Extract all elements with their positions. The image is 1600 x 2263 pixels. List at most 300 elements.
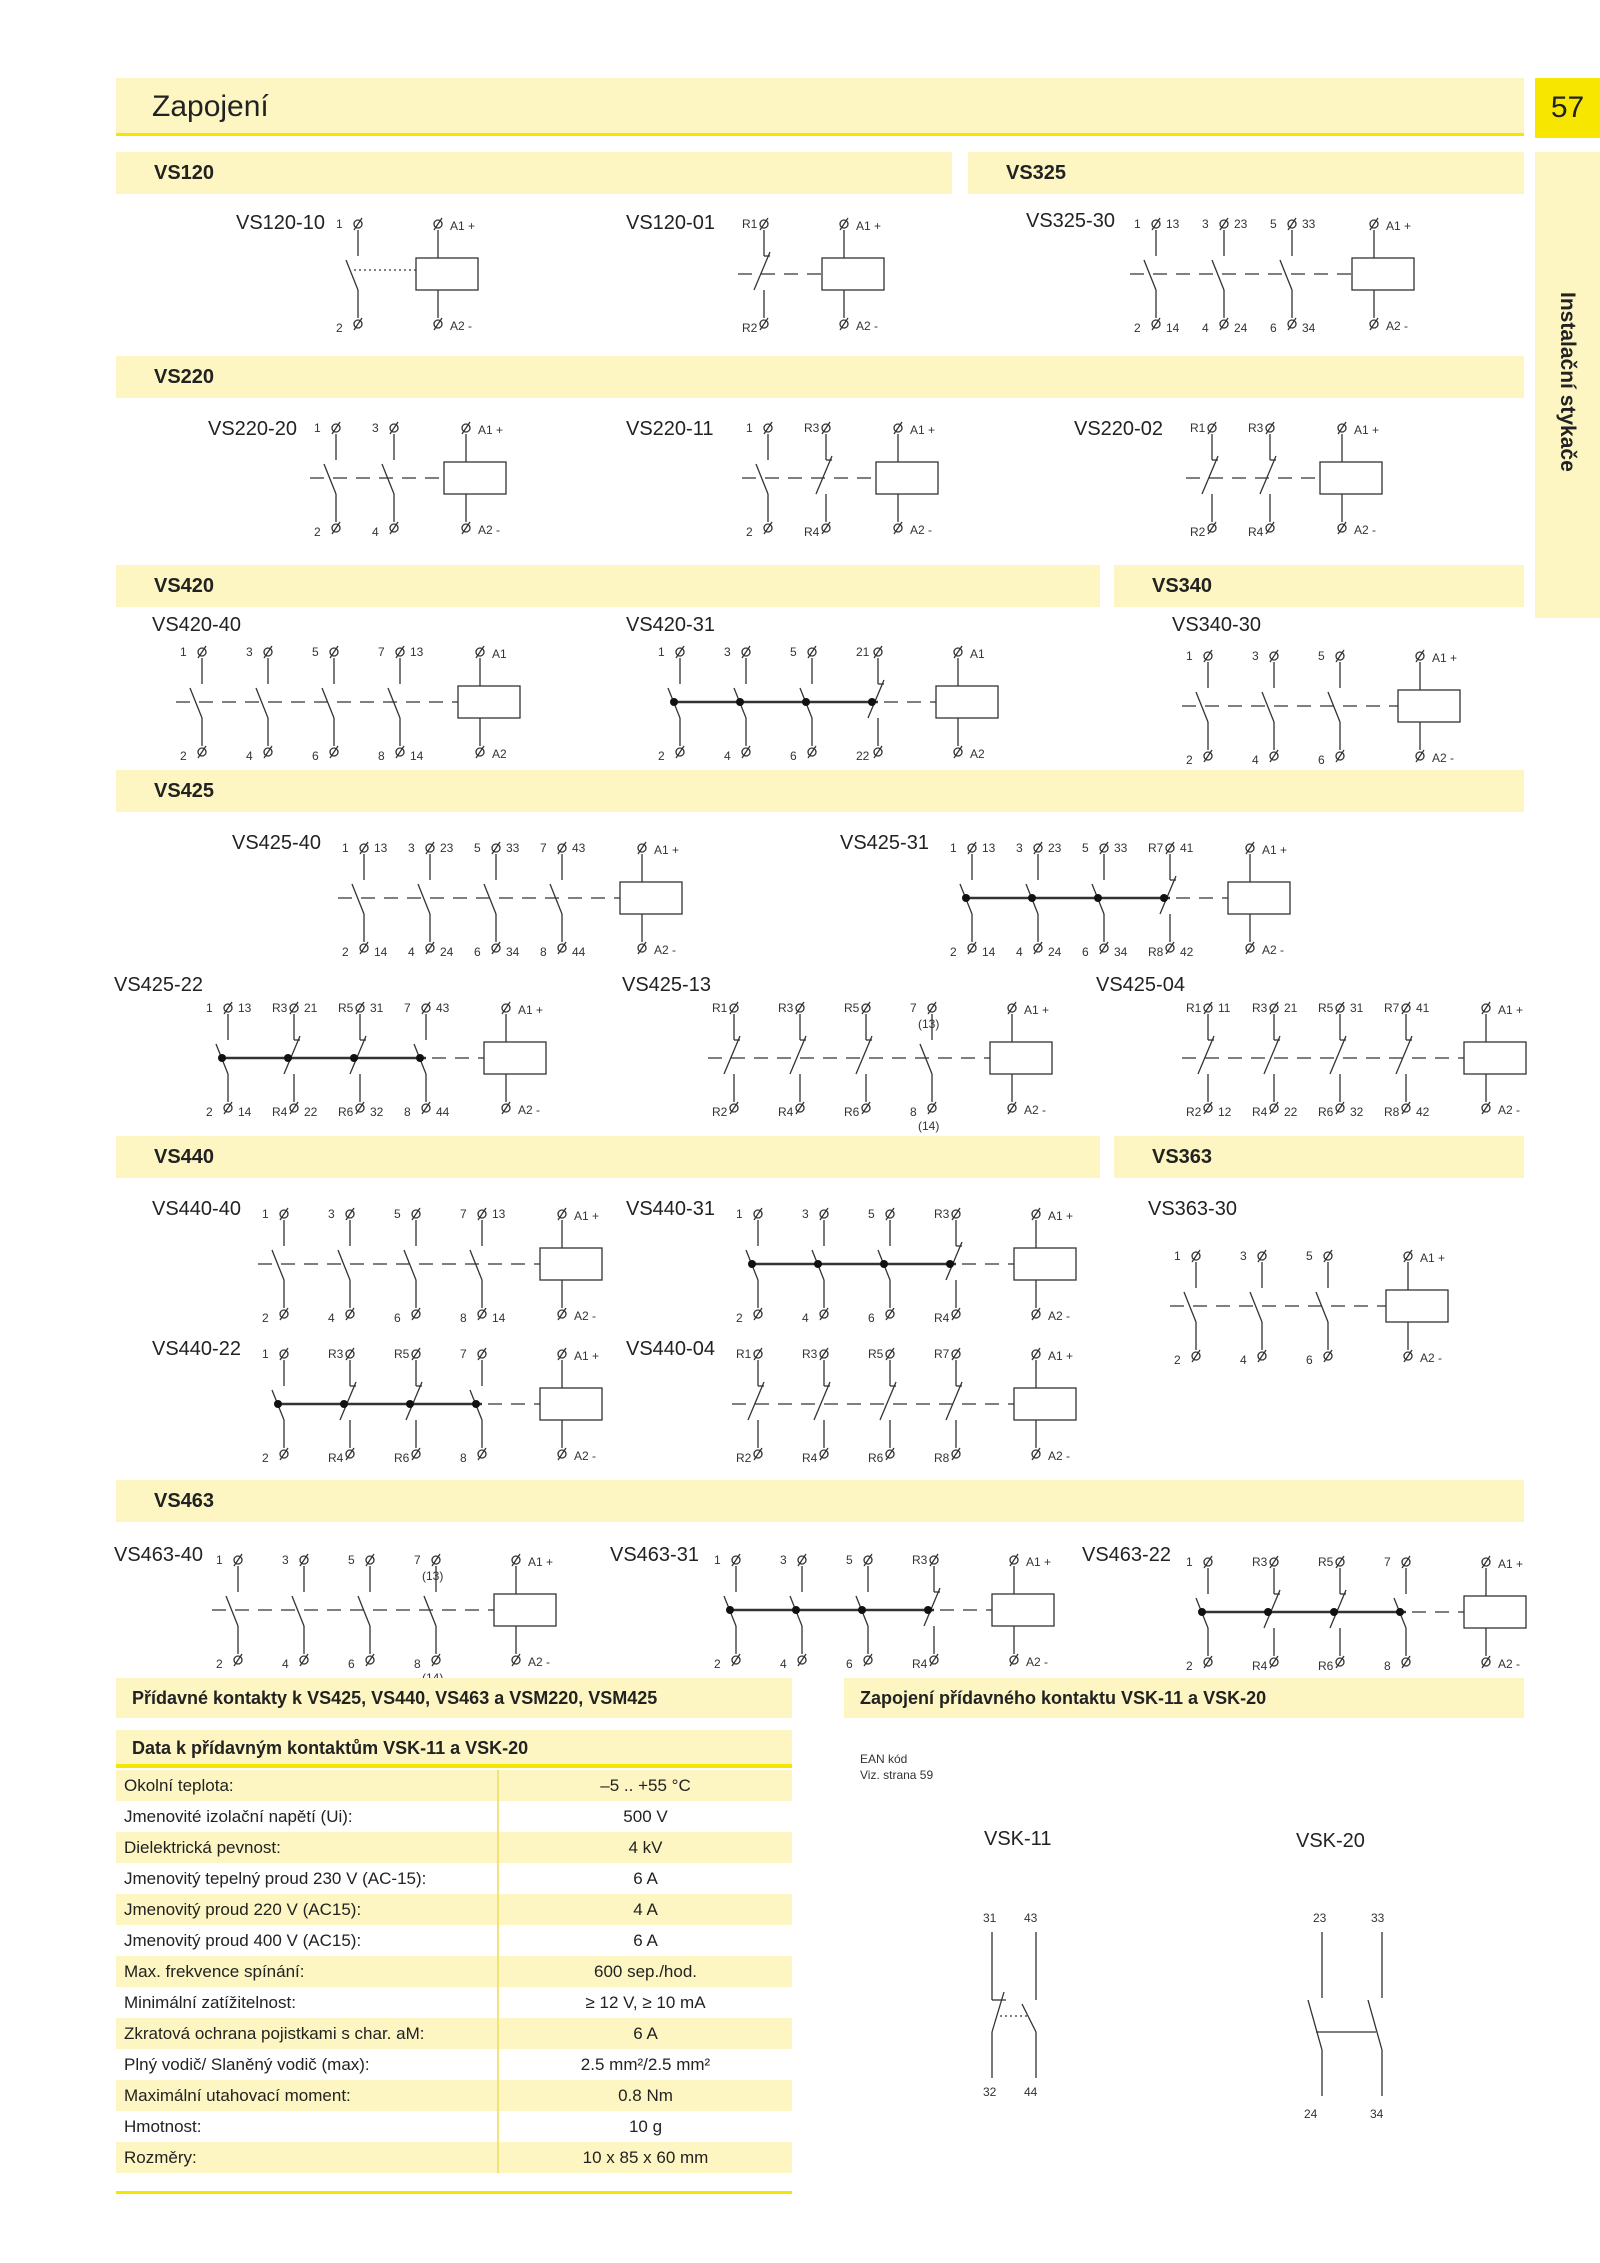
section-vs220	[116, 356, 1524, 398]
contact-label-top: R3	[1248, 421, 1264, 435]
contact-label-bottom: R4	[912, 1657, 928, 1671]
contact-label-top: R5	[338, 1001, 354, 1015]
wiring-diagram-vs220-20	[308, 412, 538, 542]
contact-label-bottom: 2	[206, 1105, 213, 1119]
actuator-node	[736, 698, 744, 706]
contact-label-bottom: R4	[272, 1105, 288, 1119]
table-value: 10 x 85 x 60 mm	[498, 2142, 792, 2173]
contact-label-bottom: 2	[262, 1451, 269, 1465]
wiring-diagram-vs340-30	[1180, 640, 1520, 770]
actuator-node	[274, 1400, 282, 1408]
contact-label-top: 33	[1114, 841, 1128, 855]
nc-contact-blade	[1396, 1036, 1412, 1074]
contact-label-top: 3	[1016, 841, 1023, 855]
coil-label-a2: A2 -	[1498, 1657, 1521, 1671]
contact-label-top: 1	[1174, 1249, 1181, 1263]
contact-label-bottom: 34	[506, 945, 520, 959]
coil-label-a2: A2 -	[1262, 943, 1285, 957]
wiring-diagram-vs425-40	[336, 832, 696, 962]
nc-contact-blade	[1330, 1036, 1346, 1074]
wiring-diagram-vs463-31	[708, 1544, 1068, 1674]
coil-label-a2: A2 -	[1026, 1655, 1049, 1669]
contact-label-bottom: 2	[1134, 321, 1141, 335]
contact-label-top: 3	[372, 421, 379, 435]
coil-label-a1: A1 +	[1048, 1349, 1074, 1363]
nc-contact-blade	[816, 456, 832, 494]
contact-label-top: 23	[1048, 841, 1062, 855]
variant-name: VS220-20	[208, 418, 297, 440]
coil-label-a1: A1	[970, 647, 985, 661]
table-label: Jmenovitý proud 220 V (AC15):	[116, 1894, 498, 1925]
variant-name: VS440-31	[626, 1198, 715, 1220]
contact-label-bottom: 14	[492, 1311, 506, 1325]
table-value: 4 A	[498, 1894, 792, 1925]
contact-label-top: R1	[742, 217, 758, 231]
contact-label-top: R5	[394, 1347, 410, 1361]
no-contact-blade	[1250, 1292, 1262, 1322]
vsk20-top-1: 23	[1313, 1911, 1327, 1925]
table-value: ≥ 12 V, ≥ 10 mA	[498, 1987, 792, 2018]
table-value: –5 .. +55 °C	[498, 1770, 792, 1801]
wiring-diagram-vs120-10	[330, 208, 500, 338]
contact-label-top: 3	[780, 1553, 787, 1567]
contact-label-top: 13	[982, 841, 996, 855]
contact-label-top: 1	[746, 421, 753, 435]
no-contact-blade	[1280, 260, 1292, 290]
actuator-node	[868, 698, 876, 706]
table-row	[116, 1956, 792, 1987]
contact-label-bottom: 6	[474, 945, 481, 959]
no-contact-blade	[756, 464, 768, 494]
contact-label-top: 41	[1180, 841, 1194, 855]
coil-label-a2: A2 -	[1386, 319, 1409, 333]
actuator-node	[340, 1400, 348, 1408]
section-label: VS325	[1006, 162, 1067, 184]
section-vs420	[116, 565, 1100, 607]
contact-label-bottom: 42	[1416, 1105, 1430, 1119]
contact-label-bottom: 6	[312, 749, 319, 763]
vsk20-bot-2: 34	[1370, 2107, 1384, 2121]
contact-label-top: R5	[868, 1347, 884, 1361]
no-contact-blade	[470, 1250, 482, 1280]
contact-label-top: 3	[802, 1207, 809, 1221]
contact-label-bottom: R4	[1252, 1659, 1268, 1673]
aux-title-left-label: Přídavné kontakty k VS425, VS440, VS463 a VSM220, VSM425	[132, 1688, 658, 1708]
no-contact-blade	[388, 688, 400, 718]
actuator-node	[1198, 1608, 1206, 1616]
aux-title-right-label: Zapojení přídavného kontaktu VSK-11 a VSK-20	[860, 1688, 1267, 1708]
contact-label-top: 5	[1082, 841, 1089, 855]
no-contact-blade	[920, 1044, 932, 1074]
side-tab-label: Instalační stykače	[1556, 292, 1579, 472]
coil-icon	[494, 1594, 556, 1626]
contact-label-top: 13	[1166, 217, 1180, 231]
contact-label-top: 33	[506, 841, 520, 855]
table-label: Plný vodič/ Slaněný vodič (max):	[124, 2054, 370, 2074]
contact-label-bottom: 22	[304, 1105, 318, 1119]
contact-label-bottom: R4	[802, 1451, 818, 1465]
no-contact-blade	[358, 1596, 370, 1626]
table-row	[116, 2111, 792, 2142]
contact-label-top-alt: (13)	[918, 1017, 940, 1031]
no-contact-blade	[550, 884, 562, 914]
wiring-diagram-vs420-31	[652, 636, 1012, 766]
contact-label-bottom: R8	[934, 1451, 950, 1465]
contact-label-top: 1	[262, 1347, 269, 1361]
contact-label-bottom: R6	[394, 1451, 410, 1465]
contact-label-bottom: R4	[328, 1451, 344, 1465]
coil-label-a2: A2 -	[1024, 1103, 1047, 1117]
vsk11-diagram	[960, 1900, 1100, 2120]
contact-label-top: 21	[1284, 1001, 1298, 1015]
contact-label-bottom: 6	[1318, 753, 1325, 767]
coil-label-a2: A2 -	[518, 1103, 541, 1117]
actuator-node	[726, 1606, 734, 1614]
no-contact-blade	[190, 688, 202, 718]
actuator-node	[858, 1606, 866, 1614]
contact-label-top: R7	[1384, 1001, 1400, 1015]
table-bottom-rule	[116, 2191, 792, 2194]
table-value: 6 A	[498, 1863, 792, 1894]
coil-label-a2: A2 -	[1432, 751, 1455, 765]
variant-name: VS420-31	[626, 614, 715, 636]
variant-name: VS120-01	[626, 212, 715, 234]
contact-label-bottom: 2	[950, 945, 957, 959]
section-vs363	[1114, 1136, 1524, 1178]
actuator-node	[284, 1054, 292, 1062]
contact-label-top: 21	[304, 1001, 318, 1015]
actuator-node	[472, 1400, 480, 1408]
no-contact-blade	[272, 1250, 284, 1280]
contact-label-top: 5	[790, 645, 797, 659]
contact-label-top: 3	[282, 1553, 289, 1567]
coil-icon	[876, 462, 938, 494]
coil-label-a2: A2	[492, 747, 507, 761]
nc-contact-blade	[1260, 456, 1276, 494]
actuator-node	[350, 1054, 358, 1062]
section-vs463	[116, 1480, 1524, 1522]
contact-label-bottom: R6	[1318, 1105, 1334, 1119]
contact-label-bottom: 14	[1166, 321, 1180, 335]
coil-label-a1: A1 +	[450, 219, 476, 233]
coil-icon	[484, 1042, 546, 1074]
wiring-diagram-vs220-02	[1184, 412, 1414, 542]
table-label: Hmotnost:	[124, 2116, 202, 2136]
table-label: Minimální zatížitelnost:	[124, 1992, 296, 2012]
contact-label-bottom: 2	[180, 749, 187, 763]
contact-label-bottom: 2	[262, 1311, 269, 1325]
table-label: Max. frekvence spínání:	[116, 1956, 498, 1987]
variant-name: VS425-31	[840, 832, 929, 854]
table-label: Okolní teplota:	[116, 1770, 498, 1801]
contact-label-top: 5	[1306, 1249, 1313, 1263]
page-title: Zapojení	[152, 90, 269, 123]
contact-label-top: 5	[846, 1553, 853, 1567]
contact-label-top: 5	[1318, 649, 1325, 663]
wiring-diagram-vs440-22	[256, 1338, 616, 1468]
contact-label-top: 13	[410, 645, 424, 659]
contact-label-bottom: 4	[408, 945, 415, 959]
actuator-node	[962, 894, 970, 902]
no-contact-blade	[256, 688, 268, 718]
contact-label-top: 1	[216, 1553, 223, 1567]
contact-label-bottom: 2	[336, 321, 343, 335]
wiring-diagram-vs440-04	[730, 1338, 1090, 1468]
contact-label-bottom: R4	[1252, 1105, 1268, 1119]
coil-label-a1: A1 +	[910, 423, 936, 437]
contact-label-top: 43	[572, 841, 586, 855]
contact-label-bottom: 22	[1284, 1105, 1298, 1119]
data-table	[116, 1770, 792, 2173]
variant-name: VS425-40	[232, 832, 321, 854]
contact-label-bottom: 2	[1174, 1353, 1181, 1367]
coil-label-a1: A1 +	[1026, 1555, 1052, 1569]
contact-label-bottom: 14	[410, 749, 424, 763]
contact-label-bottom: 2	[314, 525, 321, 539]
table-label: Dielektrická pevnost:	[116, 1832, 498, 1863]
contact-label-bottom: 14	[238, 1105, 252, 1119]
contact-label-top: 13	[374, 841, 388, 855]
page-title-bar	[116, 78, 1524, 136]
table-value: 600 sep./hod.	[498, 1956, 792, 1987]
contact-label-bottom: 2	[746, 525, 753, 539]
contact-label-bottom: 32	[370, 1105, 384, 1119]
contact-label-top: 7	[414, 1553, 421, 1567]
no-contact-blade	[484, 884, 496, 914]
contact-label-top: 1	[714, 1553, 721, 1567]
no-contact-blade	[1316, 1292, 1328, 1322]
contact-label-bottom: 8	[910, 1105, 917, 1119]
section-label: VS420	[154, 575, 215, 597]
variant-name: VS440-40	[152, 1198, 241, 1220]
table-label: Zkratová ochrana pojistkami s char. aM:	[116, 2018, 498, 2049]
contact-label-top: R7	[934, 1347, 950, 1361]
side-tab	[1535, 152, 1600, 618]
coil-label-a1: A1 +	[1420, 1251, 1446, 1265]
contact-label-bottom: 4	[724, 749, 731, 763]
contact-label-bottom: 6	[1306, 1353, 1313, 1367]
wiring-diagram-vs325-30	[1128, 208, 1458, 338]
contact-label-bottom: 4	[1202, 321, 1209, 335]
coil-label-a1: A1 +	[1386, 219, 1412, 233]
coil-icon	[1352, 258, 1414, 290]
contact-label-top: 1	[206, 1001, 213, 1015]
contact-label-top: 1	[336, 217, 343, 231]
vsk11-top-2: 43	[1024, 1911, 1038, 1925]
contact-label-top: R3	[1252, 1555, 1268, 1569]
page-number: 57	[1535, 78, 1600, 138]
section-label: VS440	[154, 1146, 215, 1168]
coil-label-a1: A1 +	[478, 423, 504, 437]
ean-reference: Viz. strana 59	[860, 1768, 934, 1782]
contact-label-bottom: 4	[372, 525, 379, 539]
section-label: VS463	[154, 1490, 215, 1512]
variant-name: VS340-30	[1172, 614, 1261, 636]
contact-label-top: 5	[312, 645, 319, 659]
coil-icon	[1320, 462, 1382, 494]
no-contact-blade	[338, 1250, 350, 1280]
no-contact-blade	[324, 464, 336, 494]
table-row	[116, 1894, 792, 1925]
coil-icon	[822, 258, 884, 290]
contact-label-bottom: 2	[1186, 1659, 1193, 1673]
coil-label-a2: A2 -	[1498, 1103, 1521, 1117]
no-contact-blade	[352, 884, 364, 914]
nc-contact-blade	[1264, 1036, 1280, 1074]
no-contact-blade	[1262, 692, 1274, 722]
actuator-node	[924, 1606, 932, 1614]
section-label: VS220	[154, 366, 215, 388]
contact-label-bottom: 14	[374, 945, 388, 959]
coil-label-a1: A1 +	[1498, 1557, 1524, 1571]
contact-label-top: 5	[1270, 217, 1277, 231]
table-label: Maximální utahovací moment:	[116, 2080, 498, 2111]
wiring-diagram-vs363-30	[1168, 1240, 1508, 1370]
variant-name: VS220-02	[1074, 418, 1163, 440]
aux-title-left	[116, 1678, 792, 1718]
contact-label-top: 1	[342, 841, 349, 855]
contact-label-bottom: 42	[1180, 945, 1194, 959]
contact-label-bottom: R4	[934, 1311, 950, 1325]
contact-label-top: 7	[540, 841, 547, 855]
variant-name: VS425-13	[622, 974, 711, 996]
contact-label-bottom: 2	[216, 1657, 223, 1671]
contact-label-bottom: 2	[736, 1311, 743, 1325]
coil-icon	[620, 882, 682, 914]
variant-name: VS463-40	[114, 1544, 203, 1566]
contact-label-top: R7	[1148, 841, 1164, 855]
actuator-node	[406, 1400, 414, 1408]
contact-label-top: R3	[328, 1347, 344, 1361]
wiring-diagram-vs425-22	[200, 992, 580, 1122]
coil-icon	[990, 1042, 1052, 1074]
coil-label-a2: A2 -	[528, 1655, 551, 1669]
table-label: Rozměry:	[116, 2142, 498, 2173]
contact-label-top: 43	[436, 1001, 450, 1015]
contact-label-bottom: 6	[868, 1311, 875, 1325]
vsk20-diagram	[1290, 1900, 1430, 2130]
coil-icon	[992, 1594, 1054, 1626]
contact-label-top: 31	[1350, 1001, 1364, 1015]
contact-label-bottom: 34	[1302, 321, 1316, 335]
coil-label-a2: A2 -	[1048, 1449, 1071, 1463]
contact-label-bottom: R2	[742, 321, 758, 335]
wiring-diagram-vs440-40	[256, 1198, 616, 1328]
contact-label-bottom: 22	[856, 749, 870, 763]
contact-label-top: 11	[1218, 1001, 1231, 1015]
contact-label-top: 3	[1202, 217, 1209, 231]
contact-label-bottom: 34	[1114, 945, 1128, 959]
coil-icon	[458, 686, 520, 718]
coil-label-a2: A2 -	[1420, 1351, 1443, 1365]
table-row	[116, 1801, 792, 1832]
coil-icon	[1014, 1388, 1076, 1420]
actuator-node	[946, 1260, 954, 1268]
nc-contact-blade	[748, 1382, 764, 1420]
contact-label-top: 7	[460, 1347, 467, 1361]
table-row	[116, 1925, 792, 1956]
contact-label-top: 13	[238, 1001, 252, 1015]
contact-label-bottom: 4	[1016, 945, 1023, 959]
vsk11-bot-1: 32	[983, 2085, 997, 2099]
actuator-node	[670, 698, 678, 706]
contact-label-bottom: 8	[460, 1451, 467, 1465]
contact-label-top: 7	[378, 645, 385, 659]
contact-label-bottom: 4	[1252, 753, 1259, 767]
coil-icon	[540, 1388, 602, 1420]
contact-label-bottom: R8	[1148, 945, 1164, 959]
contact-label-bottom: R4	[1248, 525, 1264, 539]
contact-label-top: R1	[736, 1347, 752, 1361]
vsk20-bot-1: 24	[1304, 2107, 1318, 2121]
coil-label-a2: A2 -	[574, 1309, 597, 1323]
table-value: 500 V	[498, 1801, 792, 1832]
table-value: 2.5 mm²/2.5 mm²	[498, 2049, 792, 2080]
coil-label-a1: A1 +	[1432, 651, 1458, 665]
coil-label-a2: A2 -	[1048, 1309, 1071, 1323]
vsk11-top-1: 31	[983, 1911, 997, 1925]
contact-label-top: 3	[246, 645, 253, 659]
aux-title-right	[844, 1678, 1524, 1718]
contact-label-top: R5	[844, 1001, 860, 1015]
variant-name: VS120-10	[236, 212, 325, 234]
coil-label-a2: A2	[970, 747, 985, 761]
table-label: Jmenovitý proud 400 V (AC15):	[124, 1930, 362, 1950]
contact-label-top: 1	[658, 645, 665, 659]
coil-label-a1: A1 +	[1262, 843, 1288, 857]
contact-label-bottom: 4	[246, 749, 253, 763]
contact-label-bottom: 24	[440, 945, 454, 959]
ean-label: EAN kód	[860, 1752, 908, 1766]
no-contact-blade	[382, 464, 394, 494]
contact-label-top: 33	[1302, 217, 1316, 231]
coil-icon	[1398, 690, 1460, 722]
wiring-diagram-vs463-22	[1180, 1546, 1540, 1676]
wiring-diagram-vs420-40	[174, 636, 534, 766]
no-contact-blade	[1328, 692, 1340, 722]
section-label: VS120	[154, 162, 215, 184]
table-row	[116, 1832, 792, 1863]
variant-name: VS363-30	[1148, 1198, 1237, 1220]
no-contact-blade	[322, 688, 334, 718]
section-label: VS340	[1152, 575, 1213, 597]
contact-label-top: 1	[262, 1207, 269, 1221]
contact-label-bottom: R4	[778, 1105, 794, 1119]
contact-label-top: 41	[1416, 1001, 1430, 1015]
section-label: VS363	[1152, 1146, 1213, 1168]
nc-contact-blade	[1198, 1036, 1214, 1074]
actuator-node	[792, 1606, 800, 1614]
actuator-node	[1160, 894, 1168, 902]
contact-label-top: 1	[1134, 217, 1141, 231]
contact-label-top: 3	[328, 1207, 335, 1221]
contact-label-top: R3	[802, 1347, 818, 1361]
no-contact-blade	[1184, 1292, 1196, 1322]
actuator-node	[802, 698, 810, 706]
contact-label-top: 7	[460, 1207, 467, 1221]
contact-label-bottom-alt: (14)	[918, 1119, 940, 1133]
wiring-diagram-vs120-01	[736, 208, 906, 338]
contact-label-top: R3	[778, 1001, 794, 1015]
contact-label-top: R3	[934, 1207, 950, 1221]
table-value: 6 A	[498, 2018, 792, 2049]
table-value: 0.8 Nm	[498, 2080, 792, 2111]
coil-label-a1: A1 +	[574, 1349, 600, 1363]
contact-label-top: 1	[1186, 1555, 1193, 1569]
contact-label-bottom: 6	[394, 1311, 401, 1325]
coil-label-a2: A2 -	[856, 319, 879, 333]
no-contact-blade	[346, 260, 358, 290]
